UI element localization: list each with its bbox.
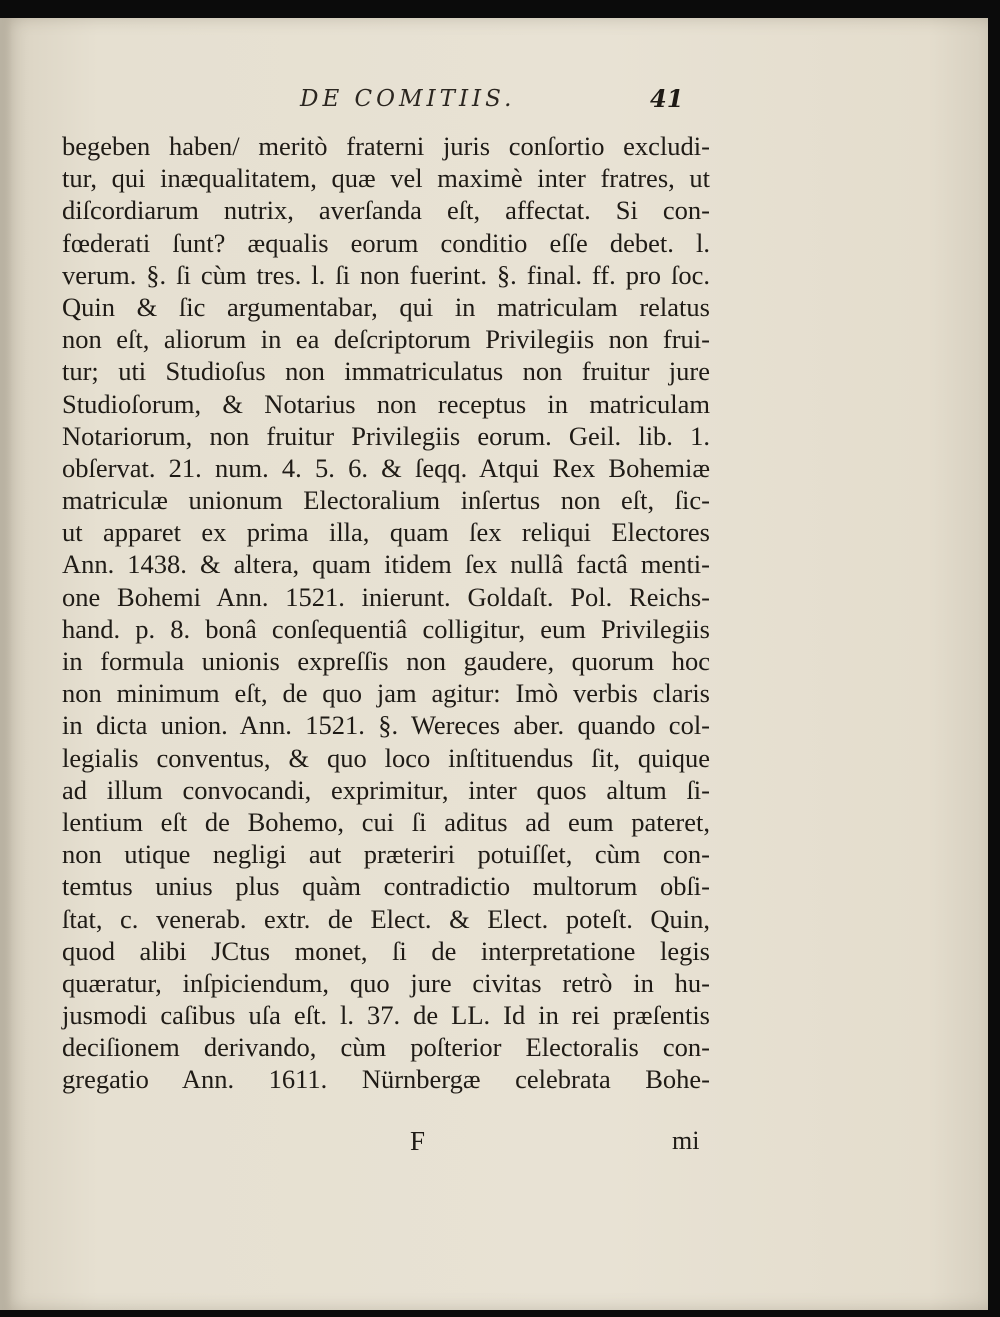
text-line: obſervat. 21. num. 4. 5. 6. & ſeqq. Atqui Rex Bohemiæ — [62, 452, 710, 483]
text-line: tur; uti Studioſus non immatriculatus non fruitur jure — [62, 356, 710, 387]
page-number: 41 — [650, 84, 684, 113]
page-header — [0, 82, 988, 122]
text-line: ut apparet ex prima illa, quam ſex reliqui Electores — [62, 517, 710, 548]
text-line: fœderati ſunt? æqualis eorum conditio eſſe debet. l. — [62, 227, 710, 258]
text-line: one Bohemi Ann. 1521. inierunt. Goldaſt. Pol. Reichs- — [62, 581, 710, 612]
text-line: gregatio Ann. 1611. Nürnbergæ celebrata Bohe- — [62, 1064, 710, 1095]
text-line: ſtat, c. venerab. extr. de Elect. & Elect. poteſt. Quin, — [62, 903, 710, 934]
text-line: verum. §. ſi cùm tres. l. ſi non fuerint. §. final. ff. pro ſoc. — [62, 259, 710, 290]
text-line: in dicta union. Ann. 1521. §. Wereces aber. quando col- — [62, 710, 710, 741]
text-line: Ann. 1438. & altera, quam itidem ſex nullâ factâ menti- — [62, 549, 710, 580]
text-line: quod alibi JCtus monet, ſi de interpretatione legis — [62, 935, 710, 966]
catchword: mi — [672, 1126, 700, 1155]
page-footer — [0, 1126, 988, 1166]
text-line: non eſt, aliorum in ea deſcriptorum Privilegiis non frui- — [62, 324, 710, 355]
text-line: deciſionem derivando, cùm poſterior Electoralis con- — [62, 1032, 710, 1063]
text-line: tur, qui inæqualitatem, quæ vel maximè inter fratres, ut — [62, 163, 710, 194]
text-line: diſcordiarum nutrix, averſanda eſt, affectat. Si con- — [62, 195, 710, 226]
text-line: Quin & ſic argumentabar, qui in matriculam relatus — [62, 291, 710, 322]
text-line: ad illum convocandi, exprimitur, inter quos altum ſi- — [62, 774, 710, 805]
text-line: Studioſorum, & Notarius non receptus in matriculam — [62, 388, 710, 419]
text-line: non utique negligi aut præteriri potuiſſet, cùm con- — [62, 839, 710, 870]
text-line: quæratur, inſpiciendum, quo jure civitas retrò in hu- — [62, 967, 710, 998]
text-line: lentium eſt de Bohemo, cui ſi aditus ad eum pateret, — [62, 806, 710, 837]
text-line: non minimum eſt, de quo jam agitur: Imò verbis claris — [62, 678, 710, 709]
signature-mark: F — [410, 1126, 426, 1156]
body-text — [62, 130, 710, 1096]
text-line: jusmodi caſibus uſa eſt. l. 37. de LL. Id in rei præſentis — [62, 1000, 710, 1031]
text-line: begeben haben/ meritò fraterni juris conſortio excludi- — [62, 131, 710, 161]
text-line: in formula unionis expreſſis non gaudere, quorum hoc — [62, 646, 710, 676]
book-page — [0, 18, 988, 1310]
text-line: temtus unius plus quàm contradictio multorum obſi- — [62, 871, 710, 902]
running-title: DE COMITIIS. — [300, 86, 516, 112]
text-line: hand. p. 8. bonâ conſequentiâ colligitur, eum Privilegiis — [62, 613, 710, 644]
text-line: Notariorum, non fruitur Privilegiis eorum. Geil. lib. 1. — [62, 420, 710, 451]
text-line: legialis conventus, & quo loco inſtituendus ſit, quique — [62, 742, 710, 773]
text-line: matriculæ unionum Electoralium inſertus non eſt, ſic- — [62, 485, 710, 516]
